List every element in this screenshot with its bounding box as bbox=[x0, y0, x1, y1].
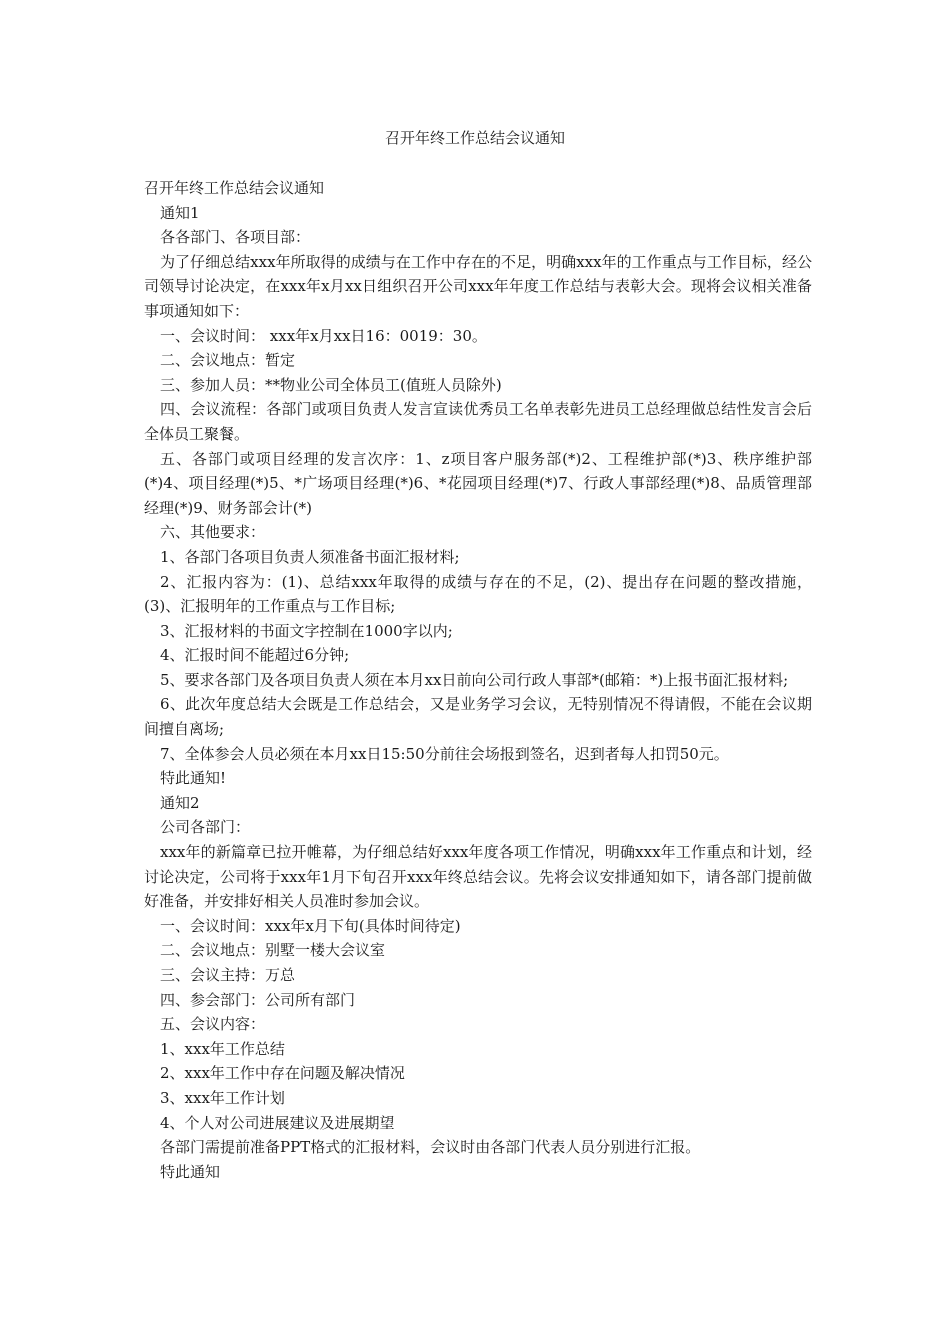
paragraph: 2、xxx年工作中存在问题及解决情况 bbox=[160, 1064, 405, 1083]
document-body bbox=[144, 176, 812, 1184]
paragraph: 四、参会部门：公司所有部门 bbox=[160, 990, 356, 1009]
paragraph: 通知1 bbox=[160, 203, 200, 222]
paragraph: 三、会议主持：万总 bbox=[160, 966, 296, 984]
paragraph: 二、会议地点：暂定 bbox=[160, 351, 296, 370]
paragraph: 6、此次年度总结大会既是工作总结会，又是业务学习会议，无特别情况不得请假，不能在会议期间擅自离场; bbox=[144, 695, 812, 739]
paragraph: 特此通知! bbox=[160, 769, 227, 788]
paragraph: 1、xxx年工作总结 bbox=[160, 1039, 285, 1058]
paragraph: 特此通知 bbox=[160, 1162, 221, 1181]
paragraph: 各部门需提前准备PPT格式的汇报材料，会议时由各部门代表人员分别进行汇报。 bbox=[160, 1138, 701, 1157]
paragraph: 公司各部门： bbox=[160, 818, 251, 837]
paragraph: 通知2 bbox=[160, 793, 200, 812]
paragraph: 各各部门、各项目部： bbox=[160, 228, 311, 247]
paragraph: 五、各部门或项目经理的发言次序：1、z项目客户服务部(*)2、工程维护部(*)3、秩序维护部(*)4、项目经理(*)5、*广场项目经理(*)6、*花园项目经理(*)7、行政人事部经理(*)8、品质管理部经理(*)9、财务部会计(*) bbox=[144, 449, 812, 517]
paragraph: 3、汇报材料的书面文字控制在1000字以内; bbox=[160, 621, 453, 640]
paragraph: 5、要求各部门及各项目负责人须在本月xx日前向公司行政人事部*(邮箱：*)上报书面汇报材料; bbox=[160, 670, 789, 689]
paragraph: 二、会议地点：别墅一楼大会议室 bbox=[160, 941, 386, 960]
document-title: 召开年终工作总结会议通知 bbox=[384, 129, 565, 147]
paragraph: 四、会议流程：各部门或项目负责人发言宣读优秀员工名单表彰先进员工总经理做总结性发言会后全体员工聚餐。 bbox=[144, 400, 812, 443]
paragraph: 3、xxx年工作计划 bbox=[160, 1088, 285, 1107]
paragraph: 召开年终工作总结会议通知 bbox=[144, 179, 325, 197]
paragraph: 为了仔细总结xxx年所取得的成绩与在工作中存在的不足，明确xxx年的工作重点与工作目标，经公司领导讨论决定，在xxx年x月xx日组织召开公司xxx年年度工作总结与表彰大会。现将会议相关准备事项通知如下： bbox=[144, 252, 812, 320]
paragraph: 4、个人对公司进展建议及进展期望 bbox=[160, 1113, 395, 1132]
paragraph: xxx年的新篇章已拉开帷幕，为仔细总结好xxx年度各项工作情况，明确xxx年工作重点和计划，经讨论决定，公司将于xxx年1月下旬召开xxx年终总结会议。先将会议安排通知如下，请各部门提前做好准备，并安排好相关人员准时参加会议。 bbox=[144, 843, 812, 911]
paragraph: 五、会议内容： bbox=[160, 1015, 266, 1034]
paragraph: 三、参加人员：**物业公司全体员工(值班人员除外) bbox=[160, 375, 502, 394]
paragraph: 4、汇报时间不能超过6分钟; bbox=[160, 646, 350, 665]
paragraph: 2、汇报内容为：(1)、总结xxx年取得的成绩与存在的不足，(2)、提出存在问题的整改措施，(3)、汇报明年的工作重点与工作目标; bbox=[144, 572, 812, 616]
paragraph: 7、全体参会人员必须在本月xx日15:50分前往会场报到签名，迟到者每人扣罚50元。 bbox=[160, 744, 729, 763]
paragraph: 一、会议时间：xxx年x月下旬(具体时间待定) bbox=[160, 916, 461, 935]
paragraph: 1、各部门各项目负责人须准备书面汇报材料; bbox=[160, 547, 460, 566]
paragraph: 一、会议时间： xxx年x月xx日16：0019：30。 bbox=[160, 326, 487, 345]
paragraph: 六、其他要求： bbox=[160, 523, 266, 542]
